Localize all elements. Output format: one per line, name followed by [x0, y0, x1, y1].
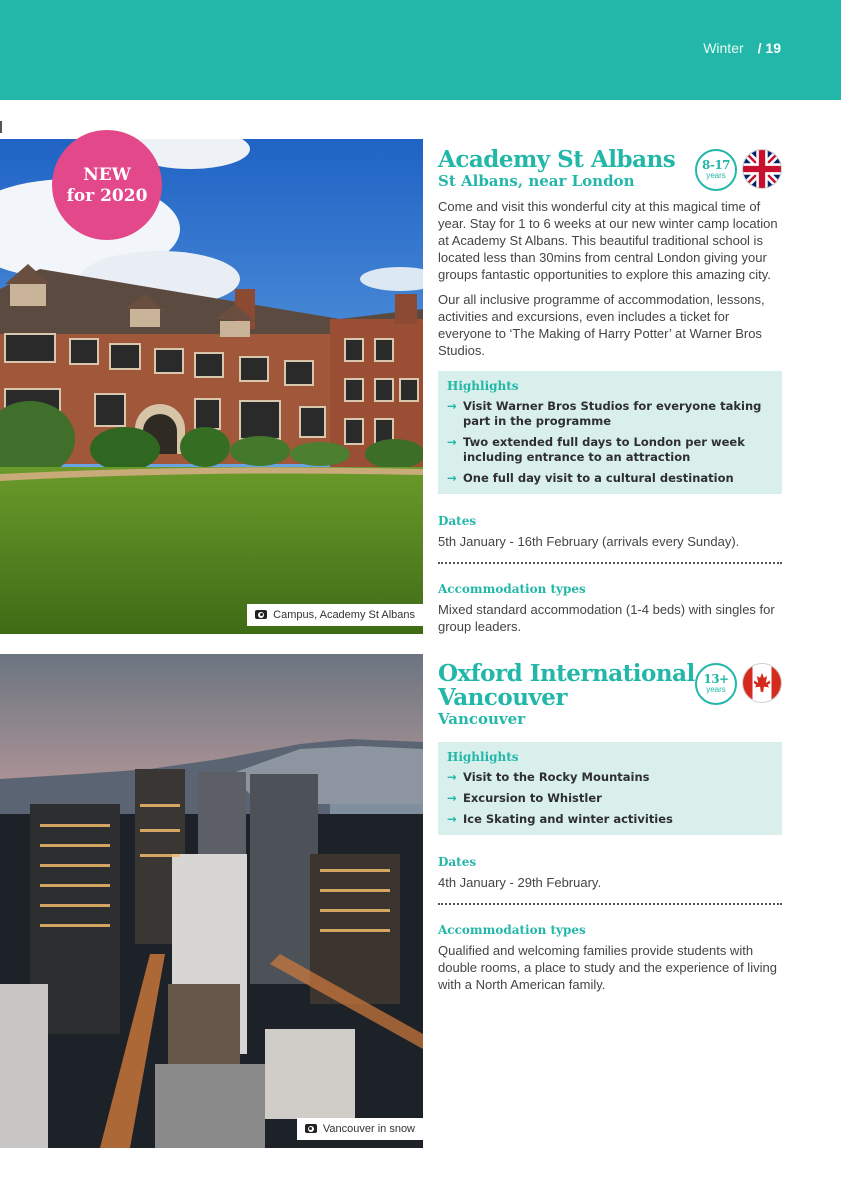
caption-text: Vancouver in snow: [322, 1123, 415, 1135]
age-range: 8-17: [701, 158, 731, 172]
arrow-right-icon: →: [447, 435, 457, 449]
arrow-right-icon: →: [447, 399, 457, 413]
highlight-item: → Visit to the Rocky Mountains: [447, 770, 650, 784]
age-badge: [695, 149, 737, 191]
highlight-item: → Ice Skating and winter activities: [447, 812, 673, 826]
highlights-box: [438, 371, 782, 494]
age-badge: [695, 663, 737, 705]
camera-icon: [305, 1124, 317, 1133]
intro-paragraph: Come and visit this wonderful city at this magical time of year. Stay for 1 to 6 weeks at our new winter camp location at Academy St Albans. This beautiful traditional school is located less than 30mins from central London giving your groups fantastic opportunities to explore this amazing city.: [438, 199, 778, 282]
dates-title: Dates: [438, 855, 477, 869]
page-header: [703, 40, 781, 56]
arrow-right-icon: →: [447, 770, 457, 784]
card-title: Academy St Albans: [438, 146, 676, 173]
card-oxford-international-vancouver: [438, 662, 782, 993]
accommodation-text: Qualified and welcoming families provide students with double rooms, a place to study and the experience of living with a North American family.: [438, 943, 777, 992]
arrow-right-icon: →: [447, 471, 457, 485]
accommodation-text: Mixed standard accommodation (1-4 beds) with singles for group leaders.: [438, 602, 775, 634]
highlight-item: → Visit Warner Bros Studios for everyone taking part in the programme: [447, 399, 762, 428]
arrow-right-icon: →: [447, 812, 457, 826]
highlight-item: → One full day visit to a cultural destination: [447, 471, 734, 485]
accommodation-title: Accommodation types: [438, 582, 586, 596]
card-subtitle: St Albans, near London: [438, 172, 635, 190]
age-range: 13+: [703, 672, 729, 686]
highlight-item: → Excursion to Whistler: [447, 791, 602, 805]
card-academy-st-albans: [438, 148, 782, 635]
section-label: Winter: [703, 40, 744, 56]
card-title: Oxford International Vancouver: [438, 660, 695, 711]
inclusive-paragraph: Our all inclusive programme of accommodation, lessons, activities and excursions, even includes a ticket for everyone to ‘The Making of Harry Potter’ at Warner Bros Studios.: [438, 292, 765, 358]
dates-text: 4th January - 29th February.: [438, 875, 602, 890]
arrow-right-icon: →: [447, 791, 457, 805]
photo-caption-2: [297, 1118, 423, 1140]
age-unit: years: [706, 171, 726, 180]
vancouver-photo: [0, 654, 423, 1148]
highlight-item: → Two extended full days to London per week including entrance to an attraction: [447, 435, 745, 464]
highlights-box: [438, 742, 782, 835]
accommodation-title: Accommodation types: [438, 923, 586, 937]
dates-title: Dates: [438, 514, 477, 528]
highlights-title: Highlights: [447, 379, 519, 393]
new-badge: [52, 130, 162, 240]
highlights-title: Highlights: [447, 750, 519, 764]
caption-text: Campus, Academy St Albans: [273, 609, 415, 621]
camera-icon: [255, 610, 267, 619]
photo-caption-1: [247, 604, 423, 626]
new-badge-line1: NEW: [83, 165, 131, 185]
canada-flag-icon: [742, 663, 782, 703]
dates-text: 5th January - 16th February (arrivals every Sunday).: [438, 534, 740, 549]
new-badge-line2: for 2020: [66, 186, 148, 206]
card-subtitle: Vancouver: [438, 710, 526, 728]
page-number: / 19: [757, 40, 781, 56]
uk-flag-icon: [742, 149, 782, 189]
age-unit: years: [706, 685, 726, 694]
crop-mark: [0, 121, 2, 133]
